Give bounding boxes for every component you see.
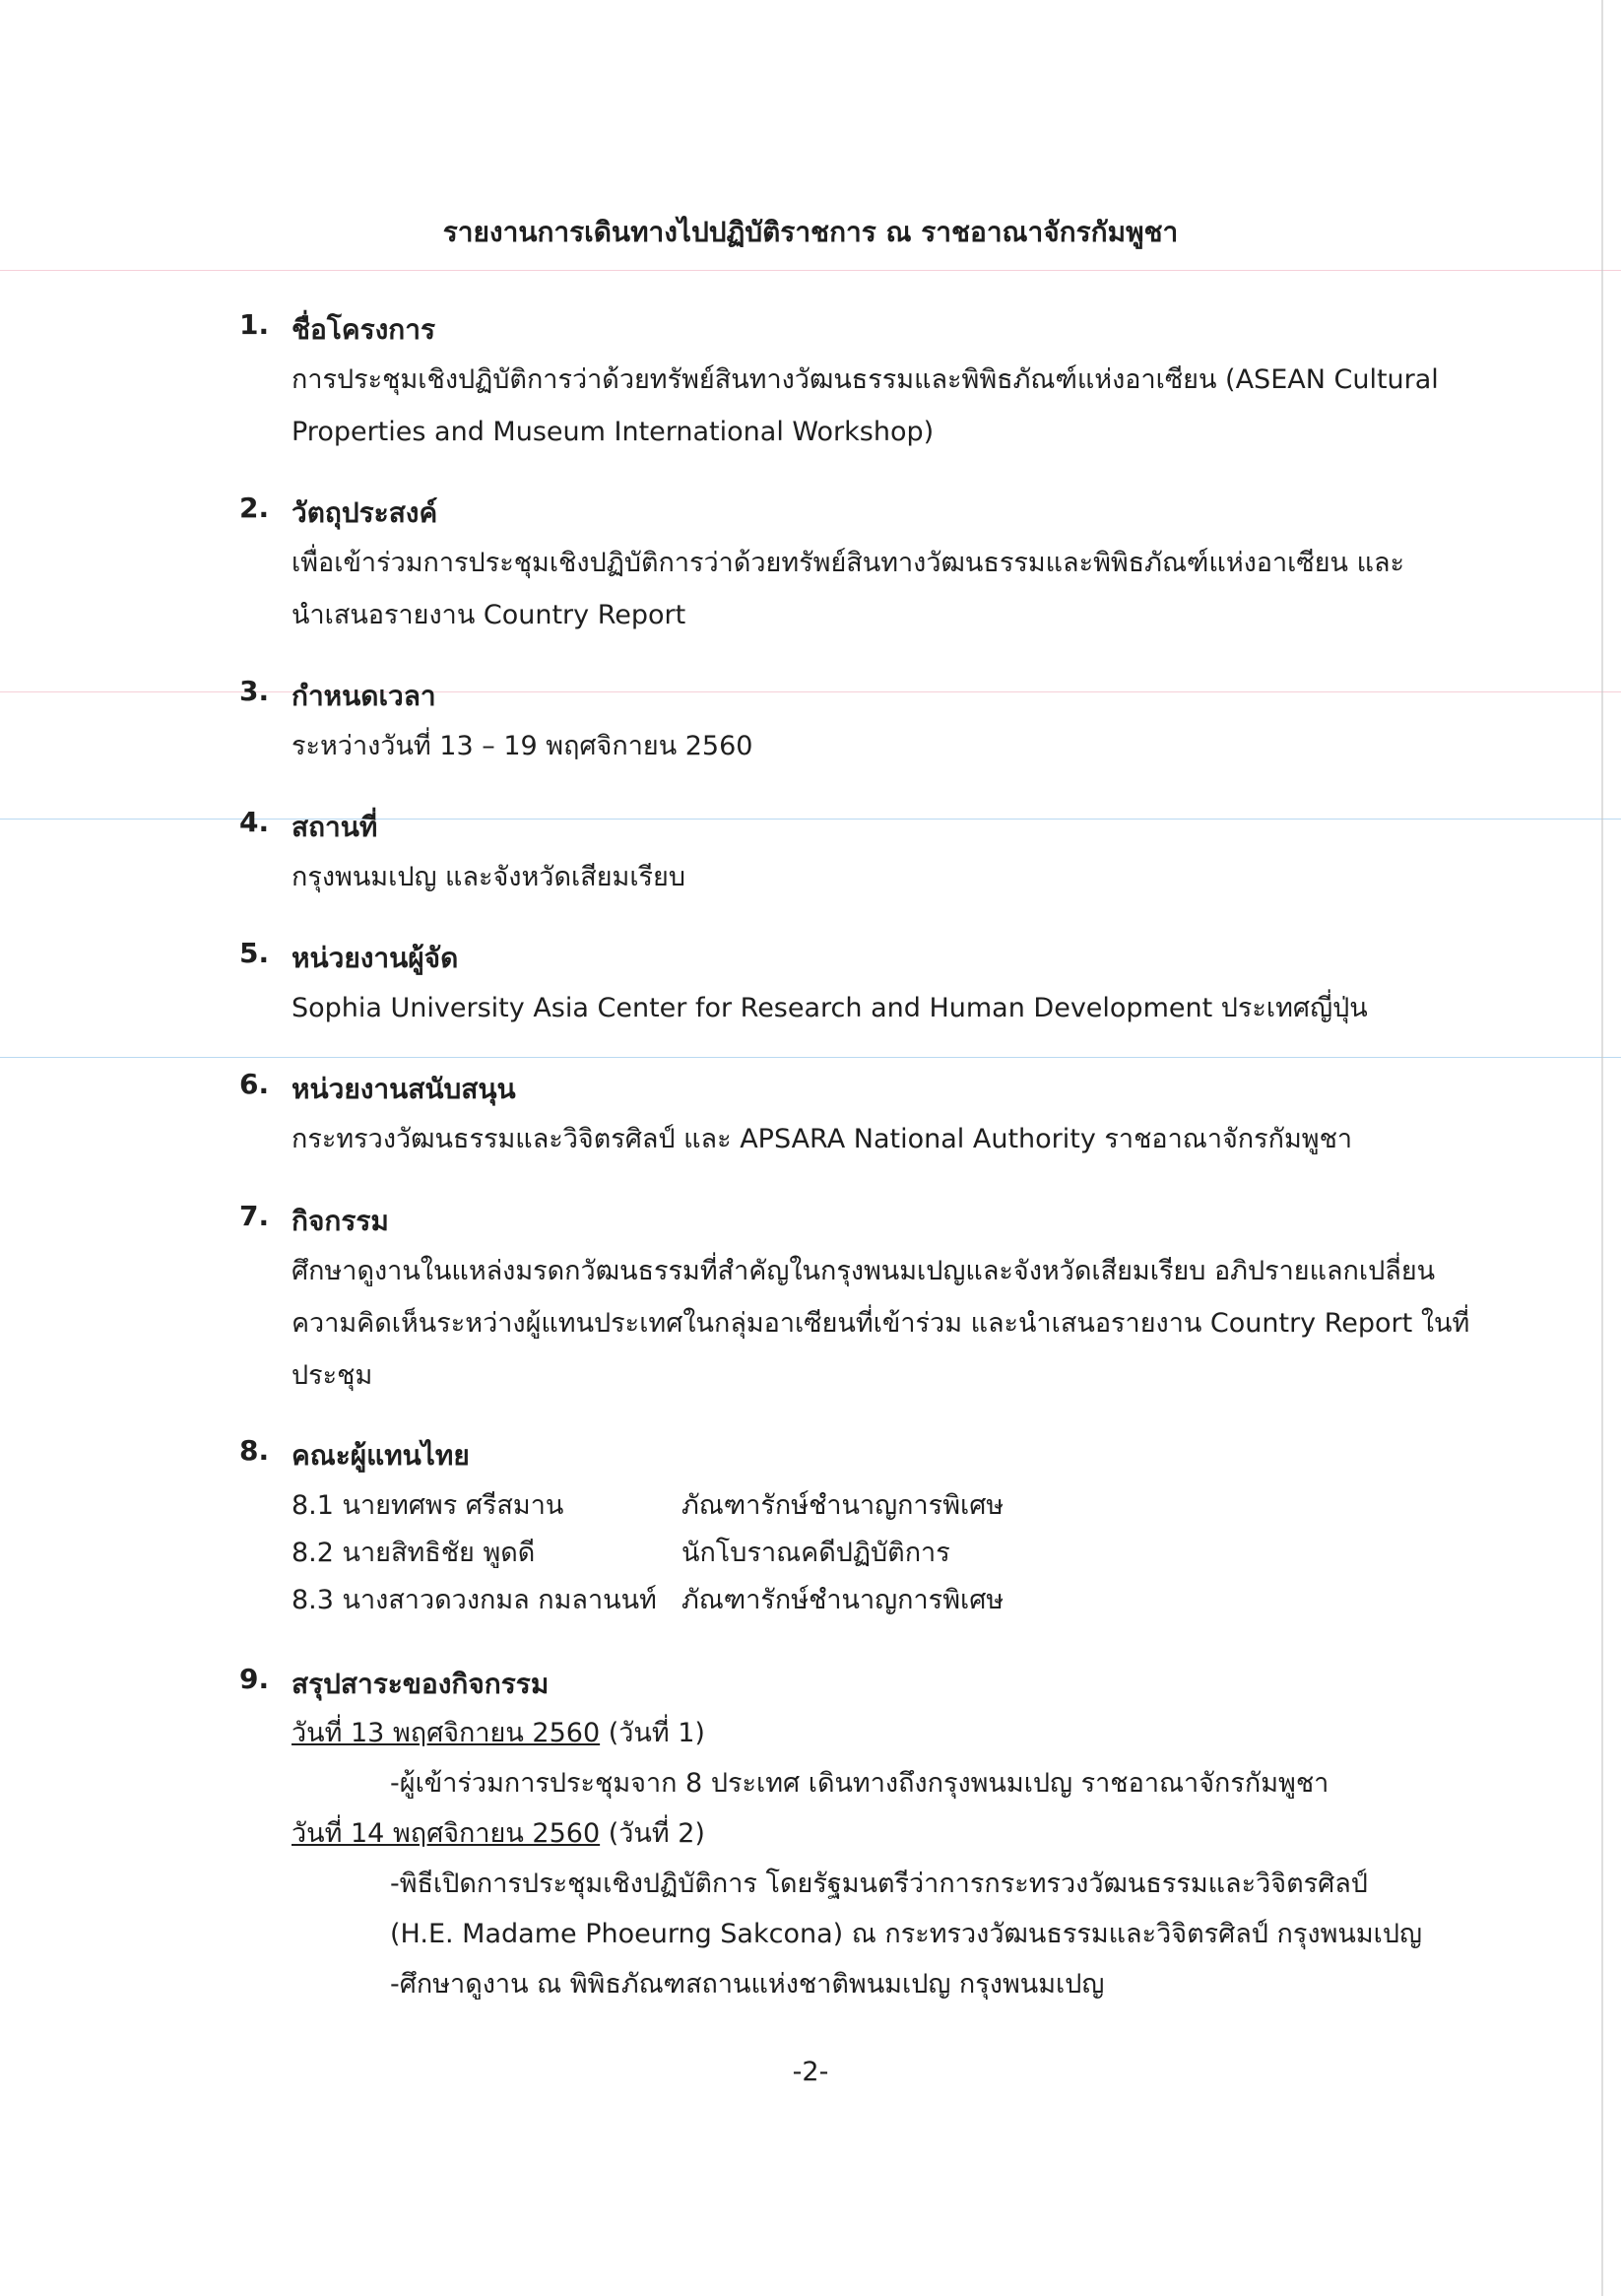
section-title: สถานที่ [292,811,378,843]
section-body [292,720,1470,772]
delegate-name: 8.1 นายทศพร ศรีสมาน [292,1490,564,1521]
section-title: คณะผู้แทนไทย [292,1439,470,1472]
section-number: 2. [239,492,270,524]
section-heading [239,1663,1470,1708]
section-body [292,537,1470,641]
section-project-name [239,308,1470,458]
section-activity-summary [239,1663,1470,2009]
section-organizer [239,937,1470,1034]
section-number: 1. [239,308,270,341]
section-number: 3. [239,675,270,707]
body-line: ระหว่างวันที่ 13 – 19 พฤศจิกายน 2560 [292,731,753,761]
section-location [239,806,1470,903]
section-heading [239,1068,1470,1113]
summary-item: -พิธีเปิดการประชุมเชิงปฏิบัติการ โดยรัฐมนตรีว่าการกระทรวงวัฒนธรรมและวิจิตรศิลป์ [390,1869,1368,1899]
section-objective [239,492,1470,641]
section-title: กิจกรรม [292,1205,389,1237]
section-heading [239,806,1470,851]
section-activities [239,1200,1470,1402]
summary-day-heading [292,1808,1470,1859]
section-schedule [239,675,1470,772]
body-line: นำเสนอรายงาน Country Report [292,600,686,630]
page-edge-line [1601,0,1603,2296]
section-heading [239,1200,1470,1245]
section-body [292,1113,1470,1165]
section-heading [239,937,1470,982]
page-number: -2- [792,2057,829,2087]
delegate-row [292,1531,1470,1578]
section-title: สรุปสาระของกิจกรรม [292,1668,550,1700]
section-supporter [239,1068,1470,1165]
section-number: 4. [239,806,270,838]
section-title: วัตถุประสงค์ [292,496,438,529]
section-title: หน่วยงานผู้จัด [292,942,459,974]
section-title: กำหนดเวลา [292,680,436,712]
summary-date: วันที่ 14 พฤศจิกายน 2560 [292,1818,601,1849]
section-body [292,851,1470,903]
scan-artifact-line [0,1057,1621,1058]
section-heading [239,1434,1470,1479]
delegate-position: นักโบราณคดีปฏิบัติการ [681,1538,950,1568]
section-body [292,354,1470,458]
section-number: 7. [239,1200,270,1232]
document-title: รายงานการเดินทางไปปฏิบัติราชการ ณ ราชอาณาจักรกัมพูชา [442,216,1179,248]
section-body [292,982,1470,1034]
body-line: กรุงพนมเปญ และจังหวัดเสียมเรียบ [292,862,686,892]
scan-artifact-line [0,270,1621,271]
body-line: การประชุมเชิงปฏิบัติการว่าด้วยทรัพย์สินทางวัฒนธรรมและพิพิธภัณฑ์แห่งอาเซียน (ASEAN Cultural [292,364,1439,395]
body-line: ประชุม [292,1360,373,1391]
section-number: 5. [239,937,270,969]
body-line: กระทรวงวัฒนธรรมและวิจิตรศิลป์ และ APSARA National Authority ราชอาณาจักรกัมพูชา [292,1124,1353,1154]
summary-date: วันที่ 13 พฤศจิกายน 2560 [292,1718,601,1748]
delegate-name: 8.3 นางสาวดวงกมล กมลานนท์ [292,1585,657,1615]
summary-item: -ผู้เข้าร่วมการประชุมจาก 8 ประเทศ เดินทางถึงกรุงพนมเปญ ราชอาณาจักรกัมพูชา [390,1768,1329,1799]
body-line: ความคิดเห็นระหว่างผู้แทนประเทศในกลุ่มอาเซียนที่เข้าร่วม และนำเสนอรายงาน Country Report ในที่ [292,1308,1470,1339]
section-body [292,1245,1470,1402]
body-line: Properties and Museum International Workshop) [292,417,935,447]
summary-day-label: (วันที่ 1) [600,1718,705,1748]
section-thai-delegation [239,1434,1470,1625]
body-line: เพื่อเข้าร่วมการประชุมเชิงปฏิบัติการว่าด้วยทรัพย์สินทางวัฒนธรรมและพิพิธภัณฑ์แห่งอาเซียน และ [292,548,1405,578]
section-number: 8. [239,1434,270,1467]
section-heading [239,308,1470,354]
delegation-list [292,1483,1470,1625]
body-line: Sophia University Asia Center for Research and Human Development ประเทศญี่ปุ่น [292,993,1368,1023]
summary-item: (H.E. Madame Phoeurng Sakcona) ณ กระทรวงวัฒนธรรมและวิจิตรศิลป์ กรุงพนมเปญ [390,1919,1422,1949]
section-title: หน่วยงานสนับสนุน [292,1073,516,1105]
summary-day-heading [292,1708,1470,1758]
body-line: ศึกษาดูงานในแหล่งมรดกวัฒนธรรมที่สำคัญในกรุงพนมเปญและจังหวัดเสียมเรียบ อภิปรายแลกเปลี่ยน [292,1256,1436,1286]
section-title: ชื่อโครงการ [292,313,436,346]
delegate-row [292,1483,1470,1531]
delegate-position: ภัณฑารักษ์ชำนาญการพิเศษ [681,1585,1005,1615]
section-heading [239,492,1470,537]
section-number: 6. [239,1068,270,1100]
delegate-position: ภัณฑารักษ์ชำนาญการพิเศษ [681,1490,1005,1521]
summary-day-label: (วันที่ 2) [600,1818,705,1849]
section-heading [239,675,1470,720]
delegate-row [292,1578,1470,1625]
summary-body [292,1708,1470,2009]
section-number: 9. [239,1663,270,1695]
delegate-name: 8.2 นายสิทธิชัย พูดดี [292,1538,536,1568]
summary-item: -ศึกษาดูงาน ณ พิพิธภัณฑสถานแห่งชาติพนมเปญ กรุงพนมเปญ [390,1969,1105,2000]
